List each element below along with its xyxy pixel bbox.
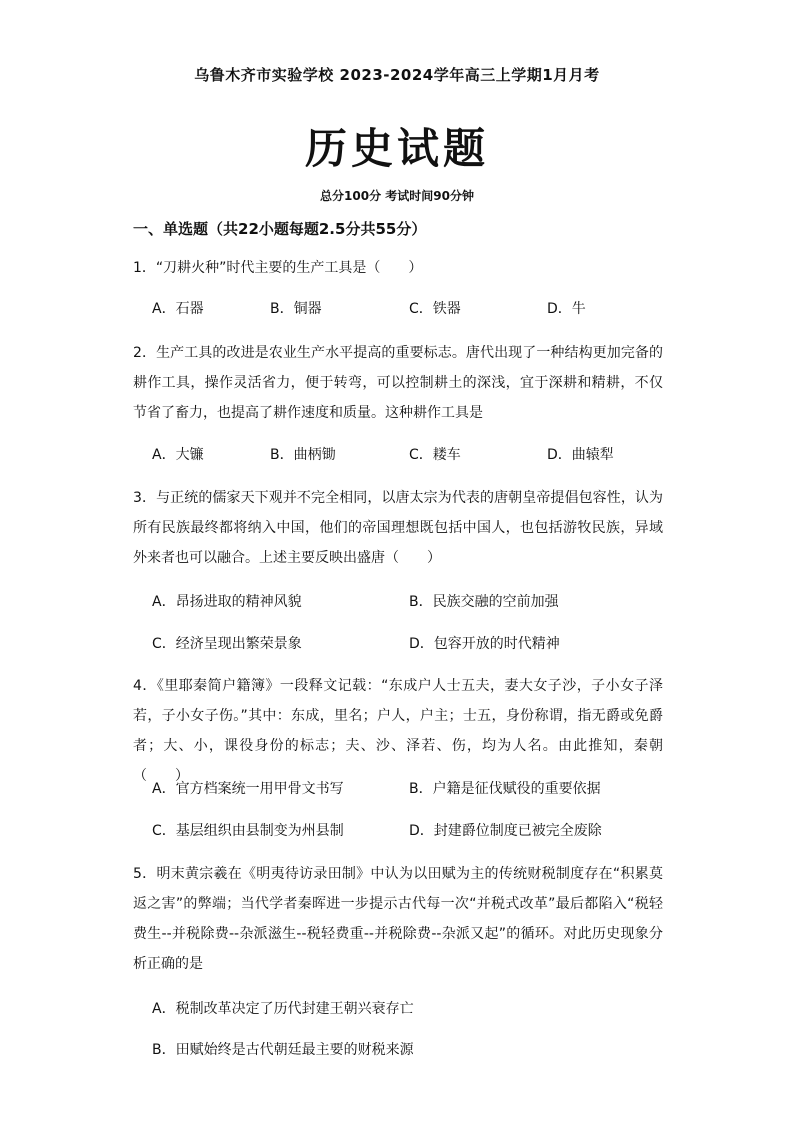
question-2-text: 2．生产工具的改进是农业生产水平提高的重要标志。唐代出现了一种结构更加完备的耕作工具，操作灵活省力，便于转弯，可以控制耕土的深浅，宜于深耕和精耕，不仅节省了畜力，也提高了耕作速度和质量。这种耕作工具是 [133,345,663,421]
section-heading: 一、单选题（共22小题每题2.5分共55分） [133,220,427,238]
question-1-option-b: B．铜器 [270,301,322,317]
question-3-option-d: D．包容开放的时代精神 [409,636,560,652]
question-3-text: 3．与正统的儒家天下观并不完全相同，以唐太宗为代表的唐朝皇帝提倡包容性，认为所有民族最终都将纳入中国，他们的帝国理想既包括中国人，也包括游牧民族，异域外来者也可以融合。上述主要反映出盛唐（ ） [133,490,663,566]
school-exam-title: 乌鲁木齐市实验学校 2023-2024学年高三上学期1月月考 [194,66,600,84]
page-title: 历史试题 [304,124,489,173]
exam-info: 总分100分 考试时间90分钟 [320,189,474,203]
question-2-option-a: A．大镰 [152,447,204,463]
question-1-option-d: D．牛 [547,301,586,317]
question-3-option-a: A．昂扬进取的精神风貌 [152,594,302,610]
question-2-option-c: C．耧车 [409,447,461,463]
question-4-option-d: D．封建爵位制度已被完全废除 [409,823,602,839]
question-5-option-a: A．税制改革决定了历代封建王朝兴衰存亡 [152,1001,414,1017]
question-1-option-c: C．铁器 [409,301,461,317]
question-2-option-d: D．曲辕犁 [547,447,614,463]
question-4-option-c: C．基层组织由县制变为州县制 [152,823,344,839]
question-5-option-b: B．田赋始终是古代朝廷最主要的财税来源 [152,1042,414,1058]
question-1-option-a: A．石器 [152,301,204,317]
question-4-option-b: B．户籍是征伐赋役的重要依据 [409,781,601,797]
question-2-option-b: B．曲柄锄 [270,447,336,463]
question-3-option-b: B．民族交融的空前加强 [409,594,559,610]
question-4-option-a: A．官方档案统一用甲骨文书写 [152,781,344,797]
question-3-option-c: C．经济呈现出繁荣景象 [152,636,302,652]
question-4-text: 4．《里耶秦简户籍簿》一段释文记载：“东成户人士五夫，妻大女子沙，子小女子泽若，子小女子伤。”其中：东成，里名；户人，户主；士五，身份称谓，指无爵或免爵者；大、小，课役身份的标志；夫、沙、泽若、伤，均为人名。由此推知，秦朝（ ） [133,678,663,784]
question-5-text: 5．明末黄宗羲在《明夷待访录田制》中认为以田赋为主的传统财税制度存在“积累莫返之害”的弊端；当代学者秦晖进一步提示古代每一次“并税式改革”最后都陷入“税轻费生--并税除费--杂派滋生--税轻费重--并税除费--杂派又起”的循环。对此历史现象分析正确的是 [133,866,663,972]
question-1-text: 1．“刀耕火种”时代主要的生产工具是（ ） [133,260,423,276]
